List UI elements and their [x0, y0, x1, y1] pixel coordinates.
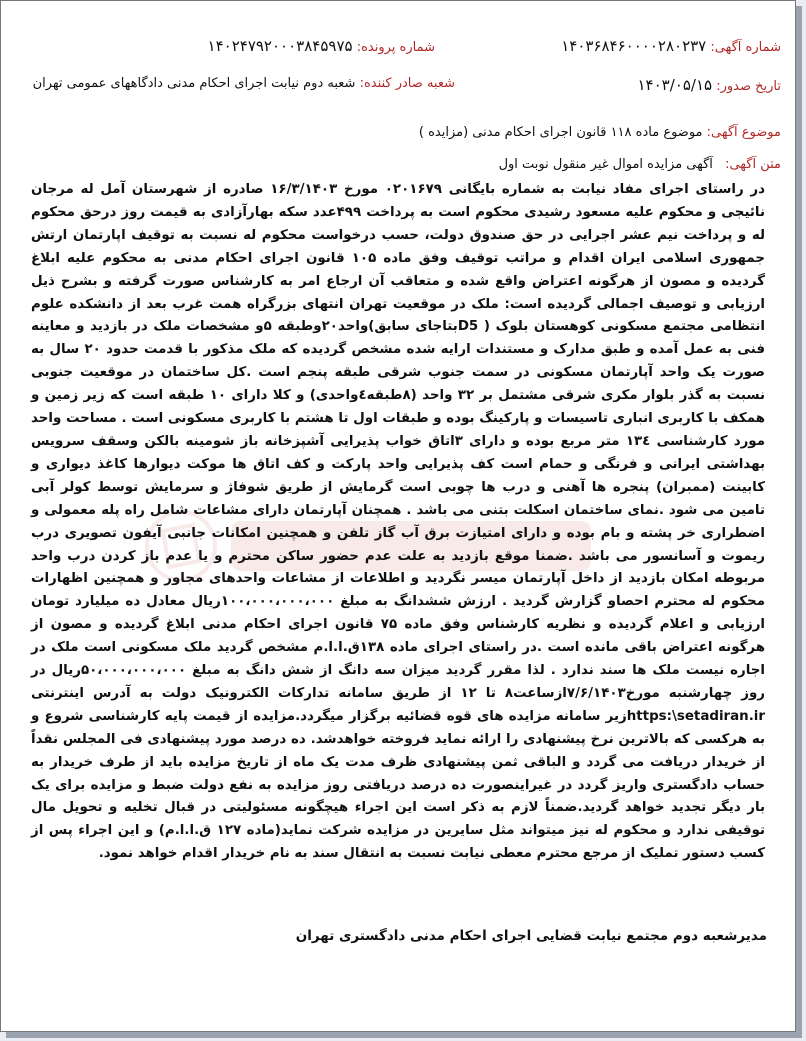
announcement-body [31, 179, 765, 866]
subject: موضوع ماده ۱۱۸ قانون اجرای احکام مدنی (مزایده ) [418, 125, 703, 140]
case-number-row [208, 37, 435, 55]
case-number-label: شماره پرونده: [356, 40, 435, 55]
issuer-label: شعبه صادر کننده: [359, 76, 455, 91]
issue-date: ۱۴۰۳/۰۵/۱۵ [637, 76, 713, 94]
ad-number: ۱۴۰۳۶۸۴۶۰۰۰۰۲۸۰۲۳۷ [561, 37, 707, 55]
subject-row [419, 125, 781, 140]
subject-label: موضوع آگهی: [706, 125, 781, 140]
case-number: ۱۴۰۲۴۷۹۲۰۰۰۳۸۴۵۹۷۵ [207, 37, 353, 55]
issue-date-label: تاریخ صدور: [716, 79, 781, 94]
text-title-row [499, 157, 781, 172]
issuer: شعبه دوم نیابت اجرای احکام مدنی دادگاههای عمومی تهران [32, 76, 356, 91]
text-label: متن آگهی: [725, 157, 781, 172]
issuer-row [33, 76, 455, 91]
issue-date-row [638, 76, 782, 94]
signature: مدیرشعبه دوم مجتمع نیابت قضایی اجرای احکام مدنی دادگستری تهران [295, 928, 767, 944]
text-title: آگهی مزایده اموال غیر منقول نوبت اول [498, 157, 713, 172]
ad-number-label: شماره آگهی: [710, 40, 781, 55]
ad-number-row [561, 37, 781, 55]
body-paragraph: در راستای اجرای مفاد نیابت به شماره بایگانی ۰۲۰۱۶۷۹ مورخ ۱۶/۳/۱۴۰۳ صادره از شهرستان آمل له مرجان نائیجی و محکوم علیه مسعود رشیدی محکوم است به پرداخت ۴۹۹عدد سکه بهارآزادی به قیمت روز درحق محکوم له و پرداخت نیم عشر اجرایی در حق صندوق دولت، حسب درخواست محکوم له نسبت به توقیف اپارتمان ارتش جمهوری اسلامی ایران اقدام و مراتب توقیف وفق ماده ۱۰۵ قانون اجرای احکام مدنی به محکوم علیه ابلاغ گردیده و مصون از هرگونه اعتراض واقع شده و متعاقب آن ارجاع امر به کارشناس صورت گرفته و بشرح ذیل ارزیابی و توصیف اجمالی گردیده است: ملک در موقعیت تهران انتهای بزرگراه همت غرب بعد از دانشکده علوم انتظامی مجتمع مسکونی کوهستان بلوک ( D5بتاجای سابق)واحد۲۰وطبقه ۵و مشخصات ملک در بازدید و معاینه فنی به عمل آمده و طبق مدارک و مستندات ارایه شده مشخص گردیده که ملک مذکور با قدمت حدود ۲۰ سال به صورت یک واحد آپارتمان مسکونی در سمت جنوب شرقی طبقه پنجم است .کل ساختمان در موقعیت جنوبی نسبت به گذر بلوار مکری شرقی مشتمل بر ۳۲ واحد (۸طبقه٤واحدی) و کلا دارای ۱۰ طبقه است که زیر زمین و همکف با کاربری انباری تاسیسات و پارکینگ بوده و طبقات اول تا هشتم با کاربری مسکونی است . مساحت واحد مورد کارشناسی ۱۳٤ متر مربع بوده و دارای ۳اتاق خواب پذیرایی آشپزخانه باز شومینه بالکن وسقف سرویس بهداشتی ایرانی و فرنگی و حمام است کف پذیرایی واحد پارکت و کف اتاق ها موکت دیوارها کاغذ دیواری و کابینت (ممبران) پنجره ها آهنی و درب ها چوبی است گرمایش از طریق شوفاژ و سرمایش توسط کولر آبی تامین می شود .نمای ساختمان اسکلت بتنی می باشد . همچنان آپارتمان دارای مشاعات شامل راه پله معمولی و اضطراری خر پشته و بام بوده و دارای امتیازت برق آب گاز تلفن و همچنین امکانات جانبی آیفون تصویری درب ریموت و آسانسور می باشد .ضمنا موقع بازدید به علت عدم حضور ساکن محترم و یا عدم باز کردن درب واحد مربوطه امکان بازدید از داخل آپارتمان میسر نگردید و اطلاعات از مشاعات واحدهای مجاور و همچنین اظهارات محکوم له محترم احصاو گزارش گردید . ارزش ششدانگ به مبلغ ۱۰۰،۰۰۰،۰۰۰،۰۰۰ریال معادل ده میلیارد تومان ارزیابی و اعلام گردیده و نظریه کارشناس وفق ماده ۷۵ قانون اجرای احکام مدنی ابلاغ گردیده و مصون از هرگونه اعتراض باقی مانده است .در راستای اجرای ماده ۱۳۸ق.ا.ا.م مشخص گردید ملک مسکونی است ملک در اجاره نیست ملک ها سند ندارد . لذا مقرر گردید میزان سه دانگ از شش دانگ به مبلغ ۵۰،۰۰۰،۰۰۰،۰۰۰ریال در روز چهارشنبه مورخ۷/۶/۱۴۰۳ازساعت۸ تا ۱۲ از طریق سامانه تدارکات الکترونیک دولت به آدرس اینترنتی https:\setadiran.irزیر سامانه مزایده های قوه قضائیه برگزار میگردد.مزایده از قیمت پایه کارشناسی شروع و به هرکسی که بالاترین نرخ پیشنهادی را ارائه نماید فروخته خواهدشد. ده درصد مورد پیشنهادی فی المجلس نقداً از خریدار دریافت می گردد و الباقی ثمن پیشنهادی ظرف مدت یک ماه از تاریخ مزایده باید از طرف خریدار به حساب دادگستری واریز گردد در غیراینصورت ده درصد دریافتی روز مزایده به نفع دولت ضبط و مزایده برای یک بار دیگر تجدید خواهد گردید.ضمناً لازم به ذکر است این اجراء هیچگونه مسئولیتی در قبال تخلیه و تحویل مال توقیفی ندارد و محکوم له نیز میتواند مثل سایرین در مزایده شرکت نماید(ماده ۱۲۷ ق.ا.ا.م) و این اجراء پس از کسب دستور تملیک از مرجع محترم معطی نیابت نسبت به انتقال سند به نام خریدار اقدام خواهد نمود. [31, 182, 766, 862]
